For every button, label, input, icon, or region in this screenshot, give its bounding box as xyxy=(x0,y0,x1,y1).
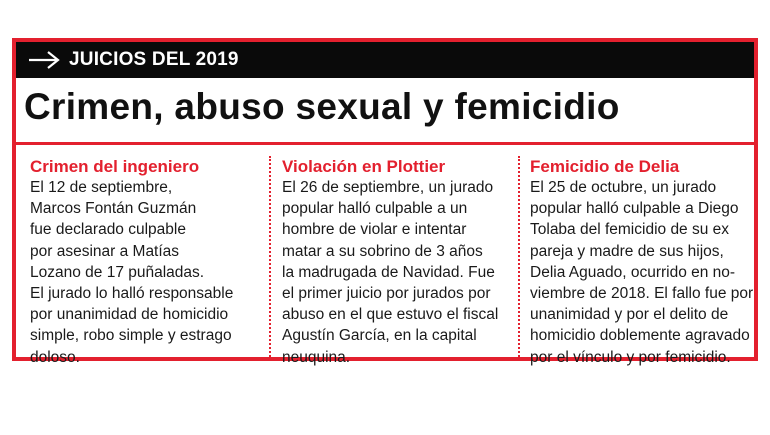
arrow-right-icon xyxy=(27,50,61,70)
story-line: homicidio doblemente agravado xyxy=(530,327,750,345)
story-line: el primer juicio por jurados por xyxy=(282,285,491,303)
section-label: JUICIOS DEL 2019 xyxy=(69,49,239,70)
story-line: por unanimidad de homicidio xyxy=(30,306,229,324)
story-line: la madrugada de Navidad. Fue xyxy=(282,263,495,281)
story-line: doloso. xyxy=(30,348,80,366)
article-box xyxy=(12,38,758,366)
story-column-violacion xyxy=(282,156,514,368)
story-line: Marcos Fontán Guzmán xyxy=(30,200,197,218)
story-line: El 26 de septiembre, un jurado xyxy=(282,179,494,196)
story-line: simple, robo simple y estrago xyxy=(30,327,232,345)
headline-divider xyxy=(16,142,754,145)
story-title: Crimen del ingeniero xyxy=(30,157,200,176)
story-column-crimen xyxy=(30,156,262,368)
story-body xyxy=(530,177,762,368)
story-line: por asesinar a Matías xyxy=(30,242,180,260)
story-line: fue declarado culpable xyxy=(30,221,186,239)
story-line: popular halló culpable a Diego xyxy=(530,200,739,218)
story-line: unanimidad y por el delito de xyxy=(530,306,729,324)
story-line: Tolaba del femicidio de su ex xyxy=(530,221,730,239)
story-line: popular halló culpable a un xyxy=(282,200,468,218)
story-column-femicidio xyxy=(530,156,762,368)
story-line: Lozano de 17 puñaladas. xyxy=(30,263,205,281)
story-title: Femicidio de Delia xyxy=(530,157,680,176)
story-body xyxy=(282,177,514,368)
story-line: Delia Aguado, ocurrido en no- xyxy=(530,263,736,281)
column-divider xyxy=(518,156,520,360)
column-divider xyxy=(269,156,271,360)
story-line: viembre de 2018. El fallo fue por xyxy=(530,285,754,303)
story-line: matar a su sobrino de 3 años xyxy=(282,242,483,260)
story-line: El 12 de septiembre, xyxy=(30,179,173,196)
story-line: pareja y madre de sus hijos, xyxy=(530,242,724,260)
story-line: hombre de violar e intentar xyxy=(282,221,467,239)
story-line: El jurado lo halló responsable xyxy=(30,285,234,303)
story-line: El 25 de octubre, un jurado xyxy=(530,179,717,196)
story-body xyxy=(30,177,262,368)
story-line: abuso en el que estuvo el fiscal xyxy=(282,306,499,324)
headline: Crimen, abuso sexual y femicidio xyxy=(24,86,620,127)
story-line: Agustín García, en la capital xyxy=(282,327,477,345)
section-banner xyxy=(16,42,754,78)
story-line: por el vínculo y por femicidio. xyxy=(530,348,731,366)
story-title: Violación en Plottier xyxy=(282,157,446,176)
story-line: neuquina. xyxy=(282,348,351,366)
